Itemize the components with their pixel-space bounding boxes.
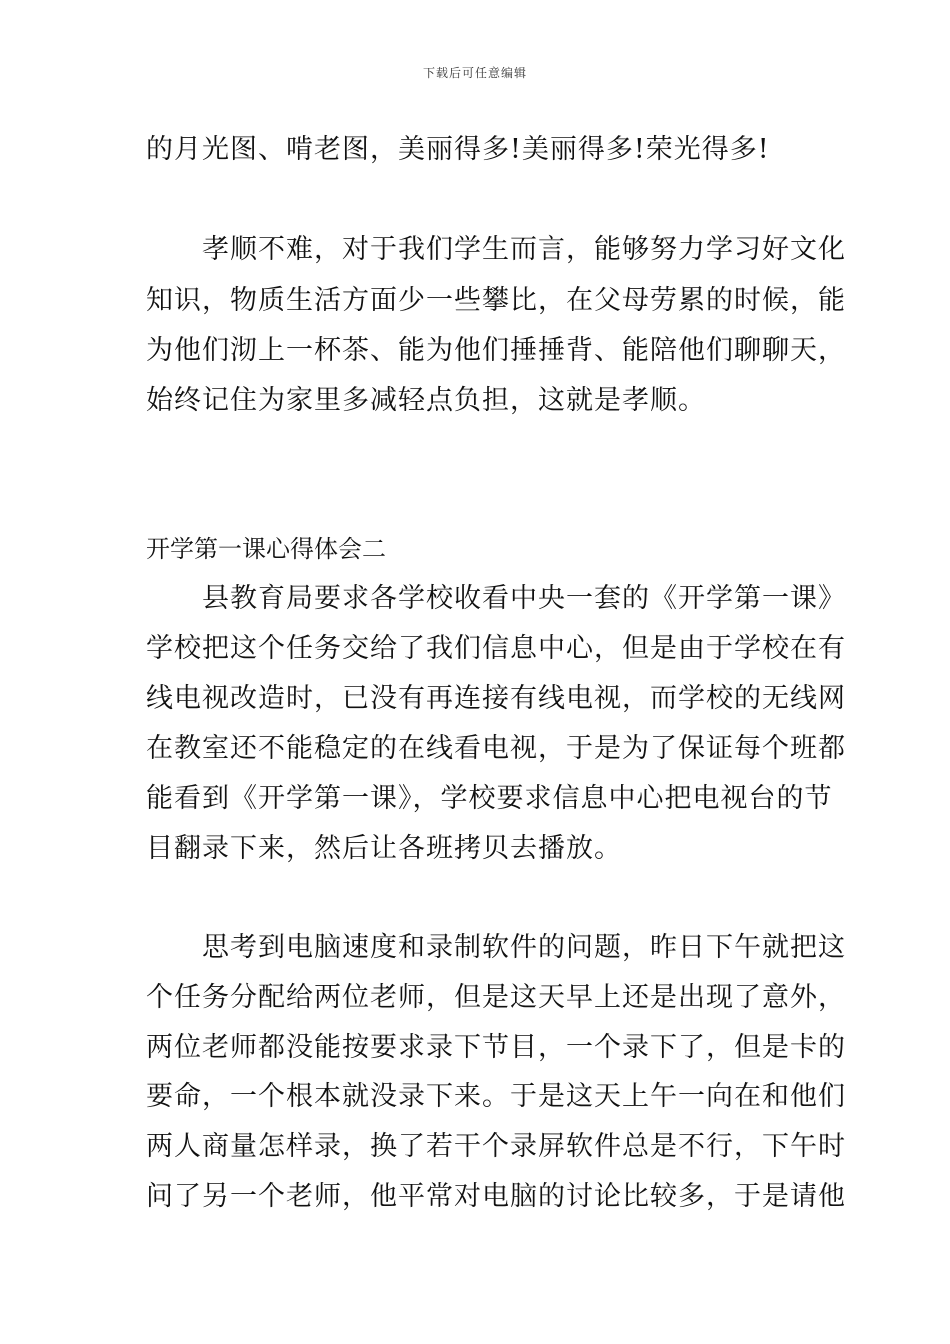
paragraph-line: 两人商量怎样录，换了若干个录屏软件总是不行，下午时 <box>146 1131 846 1162</box>
paragraph-line: 的月光图、啃老图，美丽得多!美丽得多!荣光得多! <box>146 134 770 165</box>
paragraph-line: 个任务分配给两位老师，但是这天早上还是出现了意外， <box>146 982 846 1013</box>
page-header-note: 下载后可任意编辑 <box>422 66 527 80</box>
paragraph-line: 目翻录下来，然后让各班拷贝去播放。 <box>146 833 622 864</box>
paragraph-line: 线电视改造时，已没有再连接有线电视，而学校的无线网 <box>146 683 846 714</box>
paragraph-line: 孝顺不难，对于我们学生而言，能够努力学习好文化 <box>202 234 846 265</box>
section-heading: 开学第一课心得体会二 <box>146 535 386 563</box>
paragraph-line: 两位老师都没能按要求录下节目，一个录下了，但是卡的 <box>146 1032 846 1063</box>
paragraph-line: 始终记住为家里多减轻点负担，这就是孝顺。 <box>146 385 706 416</box>
paragraph-line: 县教育局要求各学校收看中央一套的《开学第一课》 <box>202 583 846 614</box>
paragraph-line: 在教室还不能稳定的在线看电视，于是为了保证每个班都 <box>146 733 846 764</box>
paragraph-line: 要命，一个根本就没录下来。于是这天上午一向在和他们 <box>146 1081 846 1112</box>
paragraph-line: 能看到《开学第一课》，学校要求信息中心把电视台的节 <box>146 783 833 814</box>
paragraph-line: 学校把这个任务交给了我们信息中心，但是由于学校在有 <box>146 633 846 664</box>
paragraph-line: 问了另一个老师，他平常对电脑的讨论比较多，于是请他 <box>146 1181 846 1212</box>
paragraph-line: 为他们沏上一杯茶、能为他们捶捶背、能陪他们聊聊天， <box>146 335 846 366</box>
paragraph-line: 知识，物质生活方面少一些攀比，在父母劳累的时候，能 <box>146 285 846 316</box>
paragraph-line: 思考到电脑速度和录制软件的问题，昨日下午就把这 <box>202 932 846 963</box>
